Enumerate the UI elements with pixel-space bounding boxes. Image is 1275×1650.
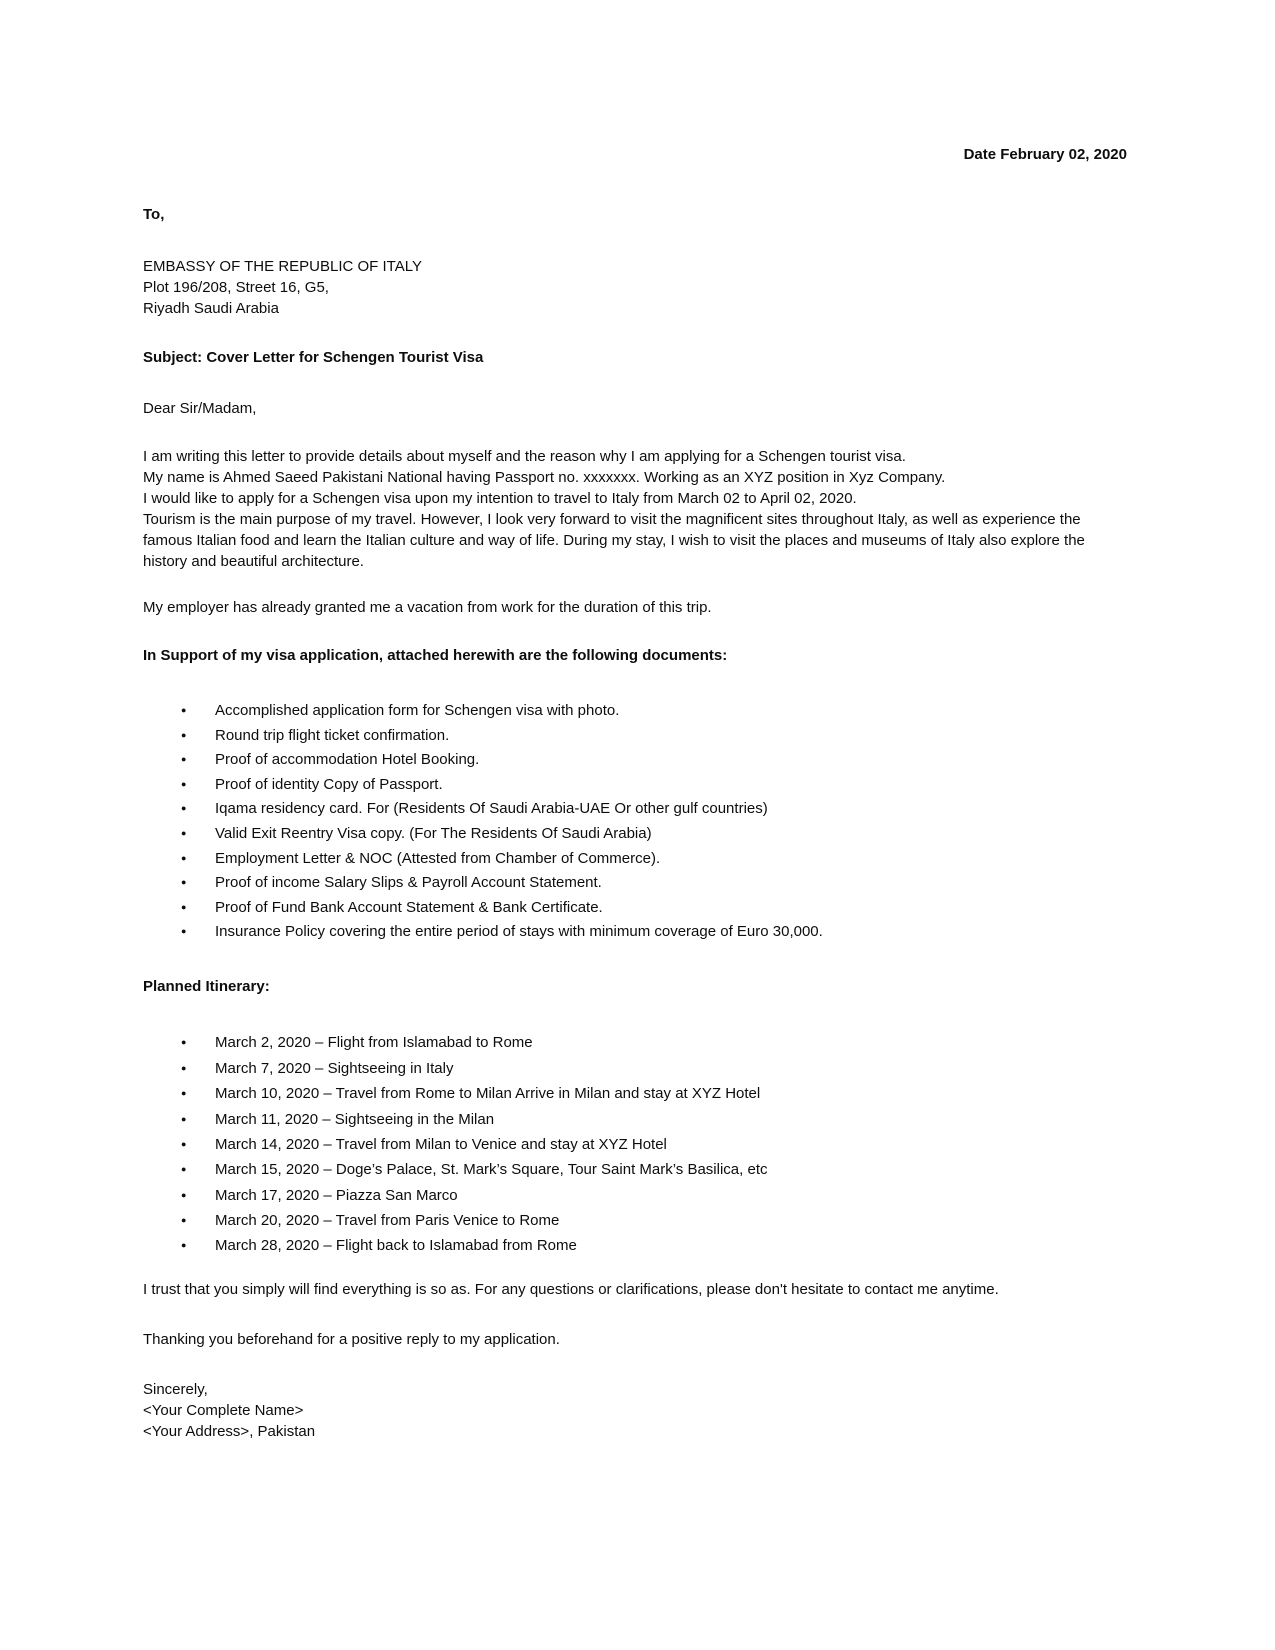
list-item-text: March 7, 2020 – Sightseeing in Italy: [215, 1059, 454, 1077]
bullet-icon: ●: [181, 729, 187, 740]
list-item: [143, 897, 1127, 918]
recipient-address-line: Plot 196/208, Street 16, G5,: [143, 279, 329, 296]
list-item: [143, 1058, 1127, 1079]
bullet-icon: ●: [181, 803, 187, 814]
bullet-icon: ●: [181, 754, 187, 765]
list-item-text: Iqama residency card. For (Residents Of Saudi Arabia-UAE Or other gulf countries): [215, 800, 768, 818]
letter-date: Date February 02, 2020: [963, 146, 1127, 163]
documents-heading: In Support of my visa application, attached herewith are the following documents:: [143, 647, 728, 664]
signoff-name-placeholder: <Your Complete Name>: [143, 1402, 304, 1420]
list-item: [143, 1134, 1127, 1155]
list-item-text: March 28, 2020 – Flight back to Islamabad from Rome: [215, 1237, 577, 1255]
list-item-text: March 10, 2020 – Travel from Rome to Milan Arrive in Milan and stay at XYZ Hotel: [215, 1085, 761, 1103]
bullet-icon: ●: [181, 1240, 187, 1251]
list-item: [143, 774, 1127, 795]
list-item-text: Proof of Fund Bank Account Statement & Bank Certificate.: [215, 898, 603, 916]
bullet-icon: ●: [181, 705, 187, 715]
list-item: [143, 1235, 1127, 1256]
list-item: [143, 1109, 1127, 1130]
list-item: [143, 921, 1127, 942]
list-item: [143, 700, 1127, 721]
list-item-text: Round trip flight ticket confirmation.: [215, 726, 450, 744]
signoff-address-placeholder: <Your Address>, Pakistan: [143, 1423, 316, 1441]
list-item-text: March 14, 2020 – Travel from Milan to Venice and stay at XYZ Hotel: [215, 1135, 667, 1153]
thanks-paragraph: Thanking you beforehand for a positive reply to my application.: [143, 1331, 560, 1349]
itinerary-list: [143, 1032, 1127, 1256]
bullet-icon: ●: [181, 1189, 187, 1200]
list-item: [143, 848, 1127, 869]
intro-line: Tourism is the main purpose of my travel. However, I look very forward to visit the magnificent sites throughout Italy, as well as experience the famous Italian food and learn the Italian culture and way of life. During my stay, I wish to visit the places and museums of Italy also explore the history and beautiful architecture.: [143, 511, 1085, 570]
bullet-icon: ●: [181, 852, 187, 863]
bullet-icon: ●: [181, 926, 187, 937]
list-item: [143, 1185, 1127, 1206]
list-item: [143, 1159, 1127, 1180]
recipient-address-line: EMBASSY OF THE REPUBLIC OF ITALY: [143, 258, 422, 275]
list-item-text: Employment Letter & NOC (Attested from Chamber of Commerce).: [215, 849, 661, 867]
signoff-block: [143, 1379, 1127, 1442]
bullet-icon: ●: [181, 1215, 187, 1226]
bullet-icon: ●: [181, 827, 187, 838]
bullet-icon: ●: [181, 1037, 187, 1048]
itinerary-heading: Planned Itinerary:: [143, 978, 270, 996]
bullet-icon: ●: [181, 1164, 187, 1175]
bullet-icon: ●: [181, 1113, 187, 1124]
list-item-text: Proof of income Salary Slips & Payroll Account Statement.: [215, 874, 602, 892]
list-item-text: Proof of identity Copy of Passport.: [215, 775, 443, 793]
recipient-address: [143, 256, 1127, 319]
salutation: Dear Sir/Madam,: [143, 400, 257, 417]
employer-note: My employer has already granted me a vacation from work for the duration of this trip.: [143, 599, 712, 616]
list-item: [143, 823, 1127, 844]
list-item: [143, 1083, 1127, 1104]
list-item-text: Valid Exit Reentry Visa copy. (For The Residents Of Saudi Arabia): [215, 824, 652, 842]
list-item: [143, 1032, 1127, 1053]
list-item-text: Proof of accommodation Hotel Booking.: [215, 751, 480, 769]
intro-line: I am writing this letter to provide details about myself and the reason why I am applying for a Schengen tourist visa.: [143, 448, 906, 465]
recipient-address-line: Riyadh Saudi Arabia: [143, 300, 279, 317]
list-item: [143, 725, 1127, 746]
subject-line: Subject: Cover Letter for Schengen Tourist Visa: [143, 349, 484, 366]
intro-line: I would like to apply for a Schengen visa upon my intention to travel to Italy from March 02 to April 02, 2020.: [143, 490, 857, 507]
list-item: [143, 798, 1127, 819]
list-item-text: March 2, 2020 – Flight from Islamabad to Rome: [215, 1034, 533, 1052]
documents-list: [143, 700, 1127, 942]
bullet-icon: ●: [181, 1088, 187, 1099]
bullet-icon: ●: [181, 1062, 187, 1073]
list-item: [143, 749, 1127, 770]
bullet-icon: ●: [181, 877, 187, 888]
list-item-text: March 20, 2020 – Travel from Paris Venice to Rome: [215, 1212, 560, 1230]
intro-paragraph: [143, 446, 1127, 572]
list-item-text: March 11, 2020 – Sightseeing in the Milan: [215, 1110, 495, 1128]
list-item-text: Insurance Policy covering the entire period of stays with minimum coverage of Euro 30,000.: [215, 923, 823, 941]
list-item: [143, 872, 1127, 893]
list-item-text: Accomplished application form for Schengen visa with photo.: [215, 702, 620, 719]
list-item-text: March 15, 2020 – Doge’s Palace, St. Mark’s Square, Tour Saint Mark’s Basilica, etc: [215, 1161, 768, 1179]
bullet-icon: ●: [181, 901, 187, 912]
intro-line: My name is Ahmed Saeed Pakistani National having Passport no. xxxxxxx. Working as an XYZ position in Xyz Company.: [143, 469, 946, 486]
bullet-icon: ●: [181, 1138, 187, 1149]
closing-paragraph: I trust that you simply will find everything is so as. For any questions or clarifications, please don't hesitate to contact me anytime.: [143, 1281, 999, 1299]
signoff-closing: Sincerely,: [143, 1381, 208, 1399]
list-item: [143, 1210, 1127, 1231]
bullet-icon: ●: [181, 778, 187, 789]
list-item-text: March 17, 2020 – Piazza San Marco: [215, 1186, 458, 1204]
recipient-to-label: To,: [143, 206, 165, 223]
